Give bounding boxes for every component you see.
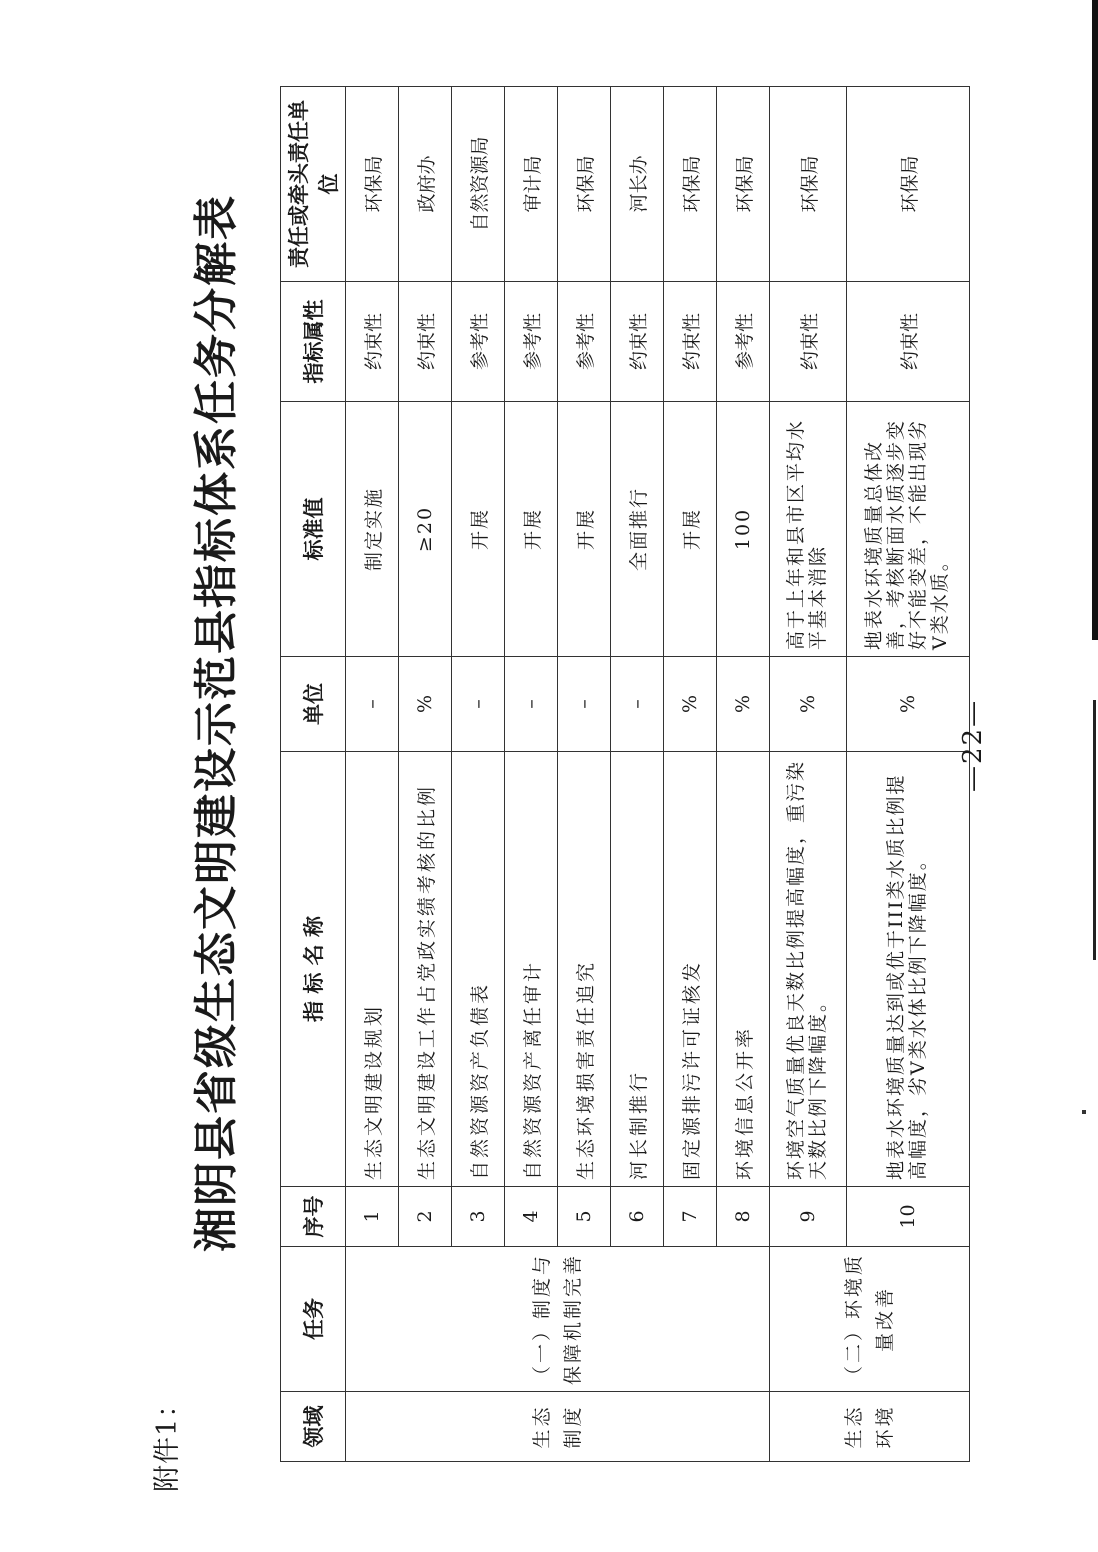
header-responsible: 责任或牵头责任单位 — [281, 87, 346, 282]
unit-cell: – — [452, 657, 505, 752]
standard-cell: 100 — [717, 402, 770, 657]
attribute-cell: 参考性 — [717, 282, 770, 402]
indicator-cell: 生态文明建设规划 — [346, 752, 399, 1187]
attribute-cell: 参考性 — [452, 282, 505, 402]
responsible-cell: 河长办 — [611, 87, 664, 282]
attribute-cell: 约束性 — [346, 282, 399, 402]
attribute-cell: 约束性 — [399, 282, 452, 402]
unit-cell: % — [399, 657, 452, 752]
attribute-cell: 参考性 — [558, 282, 611, 402]
indicator-cell: 生态文明建设工作占党政实绩考核的比例 — [399, 752, 452, 1187]
header-domain: 领域 — [281, 1392, 346, 1462]
indicator-table — [280, 86, 970, 1462]
indicator-cell: 地表水环境质量达到或优于III类水质比例提高幅度，劣V类水体比例下降幅度。 — [847, 752, 970, 1187]
seq-cell: 1 — [346, 1187, 399, 1247]
unit-cell: – — [346, 657, 399, 752]
standard-cell: 制定实施 — [346, 402, 399, 657]
seq-cell: 2 — [399, 1187, 452, 1247]
page-number: —22— — [958, 698, 988, 792]
attribute-cell: 约束性 — [611, 282, 664, 402]
attribute-cell: 参考性 — [505, 282, 558, 402]
standard-cell: 开展 — [505, 402, 558, 657]
standard-cell: 开展 — [664, 402, 717, 657]
standard-cell: 地表水环境质量总体改善，考核断面水质逐步变好不能变差，不能出现劣V类水质。 — [847, 402, 970, 657]
responsible-cell: 政府办 — [399, 87, 452, 282]
standard-cell: 开展 — [558, 402, 611, 657]
indicator-cell: 河长制推行 — [611, 752, 664, 1187]
responsible-cell: 环保局 — [664, 87, 717, 282]
indicator-cell: 环境空气质量优良天数比例提高幅度，重污染天数比例下降幅度。 — [770, 752, 847, 1187]
attribute-cell: 约束性 — [847, 282, 970, 402]
unit-cell: % — [770, 657, 847, 752]
standard-cell: 高于上年和县市区平均水平基本消除 — [770, 402, 847, 657]
header-attribute: 指标属性 — [281, 282, 346, 402]
responsible-cell: 环保局 — [717, 87, 770, 282]
unit-cell: – — [505, 657, 558, 752]
domain-cell: 生态环境 — [770, 1392, 970, 1462]
seq-cell: 7 — [664, 1187, 717, 1247]
table-row — [346, 87, 399, 1462]
responsible-cell: 环保局 — [770, 87, 847, 282]
standard-cell: 全面推行 — [611, 402, 664, 657]
task-cell: （一）制度与保障机制完善 — [346, 1247, 770, 1392]
header-standard: 标准值 — [281, 402, 346, 657]
attribute-cell: 约束性 — [664, 282, 717, 402]
seq-cell: 8 — [717, 1187, 770, 1247]
header-task: 任务 — [281, 1247, 346, 1392]
responsible-cell: 环保局 — [558, 87, 611, 282]
indicator-cell: 生态环境损害责任追究 — [558, 752, 611, 1187]
header-row — [281, 87, 346, 1462]
indicator-cell: 自然资源资产离任审计 — [505, 752, 558, 1187]
header-indicator: 指 标 名 称 — [281, 752, 346, 1187]
unit-cell: % — [664, 657, 717, 752]
responsible-cell: 环保局 — [346, 87, 399, 282]
header-unit: 单位 — [281, 657, 346, 752]
seq-cell: 6 — [611, 1187, 664, 1247]
task-cell: （二）环境质量改善 — [770, 1247, 970, 1392]
indicator-cell: 固定源排污许可证核发 — [664, 752, 717, 1187]
indicator-cell: 环境信息公开率 — [717, 752, 770, 1187]
seq-cell: 10 — [847, 1187, 970, 1247]
unit-cell: % — [717, 657, 770, 752]
header-seq: 序号 — [281, 1187, 346, 1247]
domain-cell: 生态制度 — [346, 1392, 770, 1462]
standard-cell: 开展 — [452, 402, 505, 657]
table-row — [770, 87, 847, 1462]
responsible-cell: 审计局 — [505, 87, 558, 282]
unit-cell: % — [847, 657, 970, 752]
unit-cell: – — [611, 657, 664, 752]
unit-cell: – — [558, 657, 611, 752]
seq-cell: 5 — [558, 1187, 611, 1247]
responsible-cell: 自然资源局 — [452, 87, 505, 282]
document-title: 湘阴县省级生态文明建设示范县指标体系任务分解表 — [191, 194, 242, 1252]
seq-cell: 9 — [770, 1187, 847, 1247]
standard-cell: ≥20 — [399, 402, 452, 657]
attachment-label: 附件1： — [152, 1389, 183, 1492]
attribute-cell: 约束性 — [770, 282, 847, 402]
seq-cell: 4 — [505, 1187, 558, 1247]
indicator-cell: 自然资源资产负债表 — [452, 752, 505, 1187]
seq-cell: 3 — [452, 1187, 505, 1247]
responsible-cell: 环保局 — [847, 87, 970, 282]
